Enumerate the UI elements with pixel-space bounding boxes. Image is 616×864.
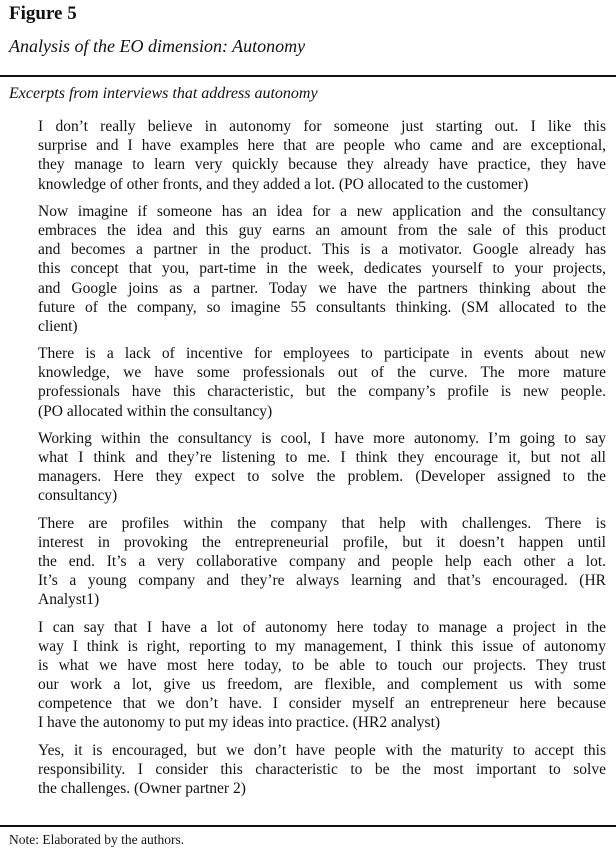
- excerpt-line: professionals have this characteristic, but the company’s profile is new people.: [38, 383, 606, 401]
- excerpt-line: interest in provoking the entrepreneurial profile, but it doesn’t happen until: [38, 533, 606, 551]
- excerpt-line: There are profiles within the company that help with challenges. There is: [38, 514, 606, 532]
- excerpt-line: I have the autonomy to put my ideas into practice. (HR2 analyst): [38, 714, 441, 732]
- excerpt-line: (PO allocated within the consultancy): [38, 402, 273, 420]
- excerpt-line: they manage to learn very quickly because they already have practice, they have: [38, 156, 606, 174]
- excerpt-line: I don’t really believe in autonomy for someone just starting out. I like this: [38, 118, 606, 135]
- excerpt-line: Yes, it is encouraged, but we don’t have people with the maturity to accept this: [38, 741, 606, 759]
- excerpt-paragraph: [38, 429, 606, 506]
- excerpt-line: embraces the idea and this guy earns an amount from the sale of this product: [38, 221, 606, 239]
- excerpt-line: competence that we don’t have. I consider myself an entrepreneur here because: [38, 695, 606, 713]
- excerpt-line: way I think is right, reporting to my management, I think this issue of autonomy: [38, 637, 606, 655]
- excerpt-line: knowledge of other fronts, and they added a lot. (PO allocated to the customer): [38, 175, 529, 193]
- excerpt-line: There is a lack of incentive for employees to participate in events about new: [38, 345, 606, 363]
- excerpt-line: responsibility. I consider this characteristic to be the most important to solve: [38, 760, 606, 778]
- figure-label: Figure 5: [9, 3, 77, 24]
- excerpt-line: I can say that I have a lot of autonomy here today to manage a project in the: [38, 618, 606, 636]
- excerpt-line: is what we have most here today, to be able to touch our projects. They trust: [38, 656, 606, 674]
- excerpt-line: Now imagine if someone has an idea for a new application and the consultancy: [38, 202, 606, 220]
- top-rule: [0, 75, 616, 77]
- excerpt-line: this concept that you, part-time in the week, dedicates yourself to your projects,: [38, 260, 606, 278]
- table-note: Note: Elaborated by the authors.: [9, 832, 185, 847]
- excerpt-paragraph: [38, 618, 606, 733]
- excerpt-paragraph: [38, 514, 606, 610]
- excerpt-paragraph: [38, 117, 606, 194]
- excerpt-line: and Google joins as a partner. Today we have the partners thinking about the: [38, 279, 606, 297]
- excerpt-line: and becomes a partner in the product. This is a motivator. Google already has: [38, 241, 606, 259]
- excerpt-line: managers. Here they expect to solve the problem. (Developer assigned to the: [38, 468, 606, 486]
- excerpt-line: the challenges. (Owner partner 2): [38, 780, 246, 797]
- excerpt-line: what I think and they’re listening to me. I think they encourage it, but not all: [38, 449, 606, 466]
- excerpt-paragraph: [38, 202, 606, 336]
- excerpt-line: knowledge, we have some professionals out of the curve. The more mature: [38, 364, 606, 382]
- excerpt-line: Analyst1): [38, 591, 100, 609]
- excerpts-body: [38, 117, 606, 806]
- excerpt-paragraph: [38, 741, 606, 799]
- excerpt-line: Working within the consultancy is cool, I have more autonomy. I’m going to say: [38, 429, 606, 447]
- excerpt-line: the end. It’s a very collaborative company and people help each other a lot.: [38, 552, 606, 570]
- excerpt-line: consultancy): [38, 487, 118, 505]
- bottom-rule: [0, 825, 616, 827]
- excerpt-line: future of the company, so imagine 55 consultants thinking. (SM allocated to the: [38, 298, 606, 316]
- excerpt-line: our work a lot, give us freedom, are flexible, and complement us with some: [38, 676, 606, 694]
- excerpt-line: It’s a young company and they’re always learning and that’s encouraged. (HR: [38, 572, 606, 590]
- table-subheading: Excerpts from interviews that address autonomy: [9, 85, 318, 102]
- figure-caption: Analysis of the EO dimension: Autonomy: [9, 36, 306, 56]
- excerpt-line: client): [38, 317, 78, 335]
- excerpt-line: surprise and I have examples here that are people who came and are exceptional,: [38, 137, 606, 155]
- excerpt-paragraph: [38, 344, 606, 421]
